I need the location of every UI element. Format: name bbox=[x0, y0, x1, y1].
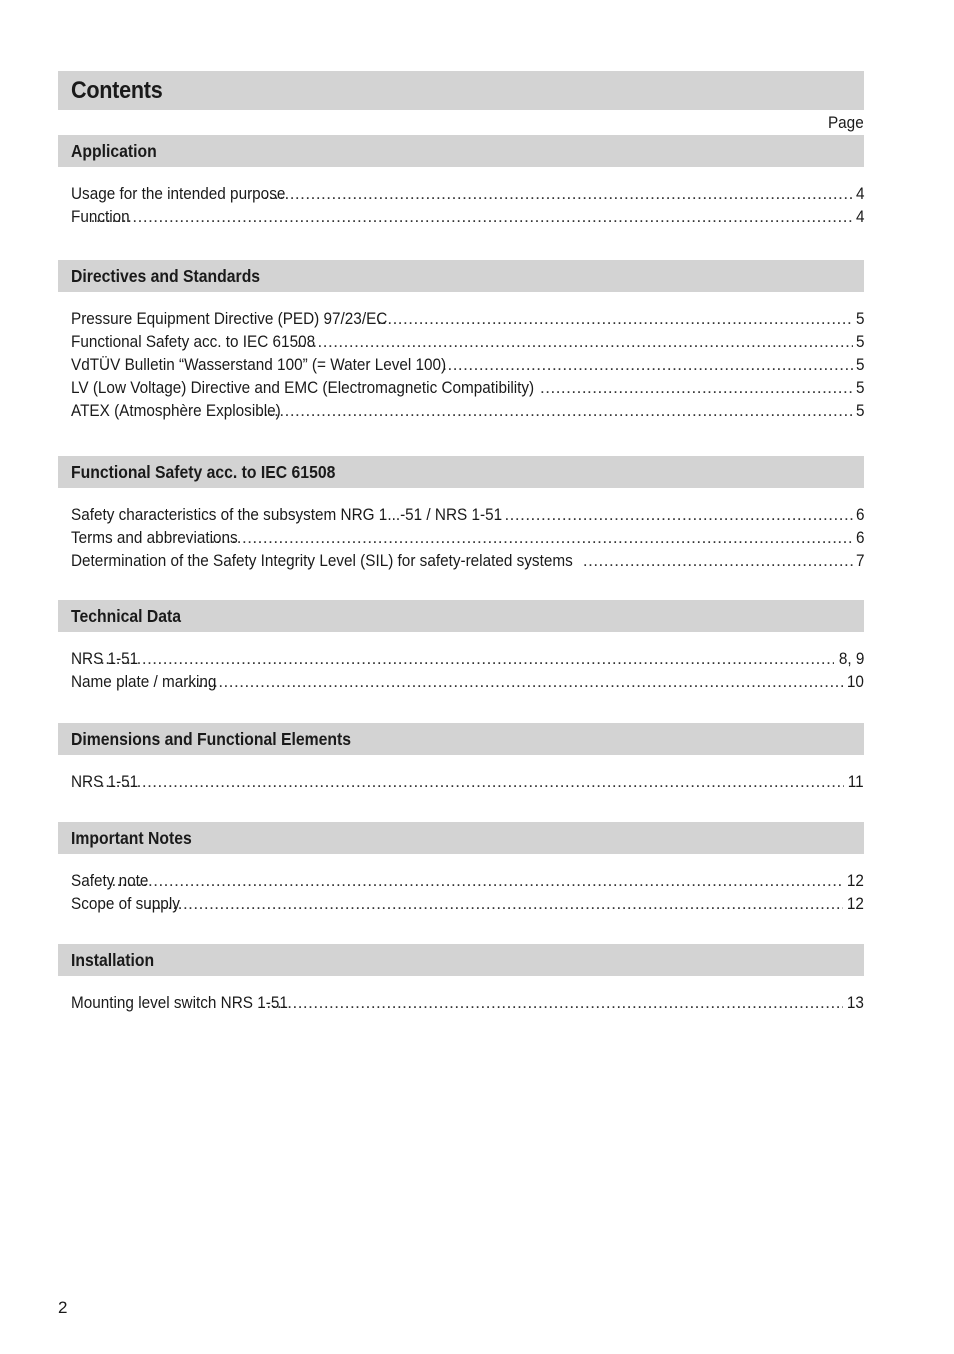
toc-entry-text: Scope of supply bbox=[71, 894, 180, 913]
dot-leader bbox=[264, 182, 853, 205]
dot-leader bbox=[442, 353, 852, 376]
toc-entry-page: 4 bbox=[855, 207, 864, 226]
dot-leader bbox=[266, 991, 843, 1014]
toc-entry-page: 12 bbox=[846, 871, 864, 890]
dot-leader bbox=[146, 892, 843, 915]
section-entries bbox=[58, 976, 864, 1014]
toc-entry-page: 10 bbox=[846, 672, 864, 691]
toc-entry[interactable] bbox=[71, 892, 864, 915]
section-header-bar bbox=[58, 600, 864, 632]
toc-entry-text: Name plate / marking bbox=[71, 672, 217, 691]
toc-entry-page: 8, 9 bbox=[838, 649, 864, 668]
dot-leader bbox=[91, 205, 853, 228]
section-entries bbox=[58, 292, 864, 422]
toc-entry-text: Safety note bbox=[71, 871, 149, 890]
section-title: Important Notes bbox=[71, 827, 192, 848]
section-entries bbox=[58, 488, 864, 572]
table-of-contents bbox=[58, 71, 864, 1014]
section-entries bbox=[58, 854, 864, 915]
dot-leader bbox=[297, 330, 853, 353]
toc-entry[interactable] bbox=[71, 503, 864, 526]
toc-entry-page: 5 bbox=[855, 355, 864, 374]
toc-entry[interactable] bbox=[71, 526, 864, 549]
toc-entry-text: LV (Low Voltage) Directive and EMC (Electromagnetic Compatibility) bbox=[71, 378, 535, 397]
page-column-header bbox=[58, 110, 864, 135]
toc-section bbox=[58, 135, 864, 228]
toc-entry-page: 11 bbox=[848, 772, 864, 791]
toc-entry[interactable] bbox=[71, 182, 864, 205]
dot-leader bbox=[211, 526, 853, 549]
section-header-bar bbox=[58, 456, 864, 488]
section-entries bbox=[58, 755, 864, 793]
toc-entry-text: VdTÜV Bulletin “Wasserstand 100” (= Water Level 100) bbox=[71, 355, 447, 374]
dot-leader bbox=[100, 770, 844, 793]
toc-entry[interactable] bbox=[71, 330, 864, 353]
toc-entry-text: Usage for the intended purpose bbox=[71, 184, 286, 203]
section-title: Functional Safety acc. to IEC 61508 bbox=[71, 461, 336, 482]
dot-leader bbox=[583, 549, 853, 572]
page-column-label: Page bbox=[828, 113, 864, 132]
toc-entry[interactable] bbox=[71, 205, 864, 228]
toc-entry-text: Mounting level switch NRS 1-51 bbox=[71, 993, 288, 1012]
section-header-bar bbox=[58, 822, 864, 854]
toc-entry[interactable] bbox=[71, 307, 864, 330]
toc-entry[interactable] bbox=[71, 647, 864, 670]
toc-entry-text: Safety characteristics of the subsystem NRG 1...-51 / NRS 1-51 bbox=[71, 505, 503, 524]
section-title: Application bbox=[71, 140, 157, 161]
toc-entry-page: 13 bbox=[846, 993, 864, 1012]
dot-leader bbox=[377, 307, 853, 330]
toc-entry[interactable] bbox=[71, 770, 864, 793]
toc-entry-text: Functional Safety acc. to IEC 61508 bbox=[71, 332, 316, 351]
section-entries bbox=[58, 167, 864, 228]
toc-entry[interactable] bbox=[71, 670, 864, 693]
toc-entry-text: NRS 1-51 bbox=[71, 649, 139, 668]
toc-entry-text: NRS 1-51 bbox=[71, 772, 139, 791]
toc-sections bbox=[58, 135, 864, 1014]
section-header-bar bbox=[58, 260, 864, 292]
toc-section bbox=[58, 260, 864, 422]
toc-entry-page: 5 bbox=[855, 401, 864, 420]
toc-entry-page: 5 bbox=[855, 332, 864, 351]
contents-header-bar bbox=[58, 71, 864, 110]
toc-section bbox=[58, 600, 864, 693]
toc-entry-page: 5 bbox=[855, 378, 864, 397]
footer-page-number: 2 bbox=[58, 1298, 68, 1317]
toc-entry-page: 5 bbox=[855, 309, 864, 328]
section-title: Directives and Standards bbox=[71, 265, 261, 286]
toc-section bbox=[58, 723, 864, 793]
dot-leader bbox=[100, 647, 834, 670]
toc-entry-page: 4 bbox=[855, 184, 864, 203]
toc-entry-text: Determination of the Safety Integrity Level (SIL) for safety-related systems bbox=[71, 551, 573, 570]
section-title: Dimensions and Functional Elements bbox=[71, 728, 352, 749]
section-header-bar bbox=[58, 135, 864, 167]
section-entries bbox=[58, 632, 864, 693]
dot-leader bbox=[504, 503, 852, 526]
toc-entry[interactable] bbox=[71, 991, 864, 1014]
toc-entry-text: Function bbox=[71, 207, 130, 226]
toc-entry[interactable] bbox=[71, 376, 864, 399]
dot-leader bbox=[258, 399, 852, 422]
toc-entry-page: 12 bbox=[846, 894, 864, 913]
toc-entry[interactable] bbox=[71, 353, 864, 376]
toc-entry-page: 6 bbox=[855, 505, 864, 524]
section-title: Installation bbox=[71, 949, 155, 970]
toc-entry-text: ATEX (Atmosphère Explosible) bbox=[71, 401, 281, 420]
toc-section bbox=[58, 456, 864, 572]
toc-entry-text: Terms and abbreviations bbox=[71, 528, 238, 547]
toc-entry[interactable] bbox=[71, 549, 864, 572]
toc-entry[interactable] bbox=[71, 399, 864, 422]
dot-leader bbox=[187, 670, 843, 693]
section-title: Technical Data bbox=[71, 605, 181, 626]
section-header-bar bbox=[58, 723, 864, 755]
page-title: Contents bbox=[71, 76, 163, 104]
dot-leader bbox=[111, 869, 843, 892]
toc-section bbox=[58, 944, 864, 1014]
toc-entry-text: Pressure Equipment Directive (PED) 97/23/EC bbox=[71, 309, 388, 328]
section-header-bar bbox=[58, 944, 864, 976]
toc-entry-page: 6 bbox=[855, 528, 864, 547]
toc-entry-page: 7 bbox=[855, 551, 864, 570]
toc-entry[interactable] bbox=[71, 869, 864, 892]
dot-leader bbox=[540, 376, 853, 399]
toc-section bbox=[58, 822, 864, 915]
